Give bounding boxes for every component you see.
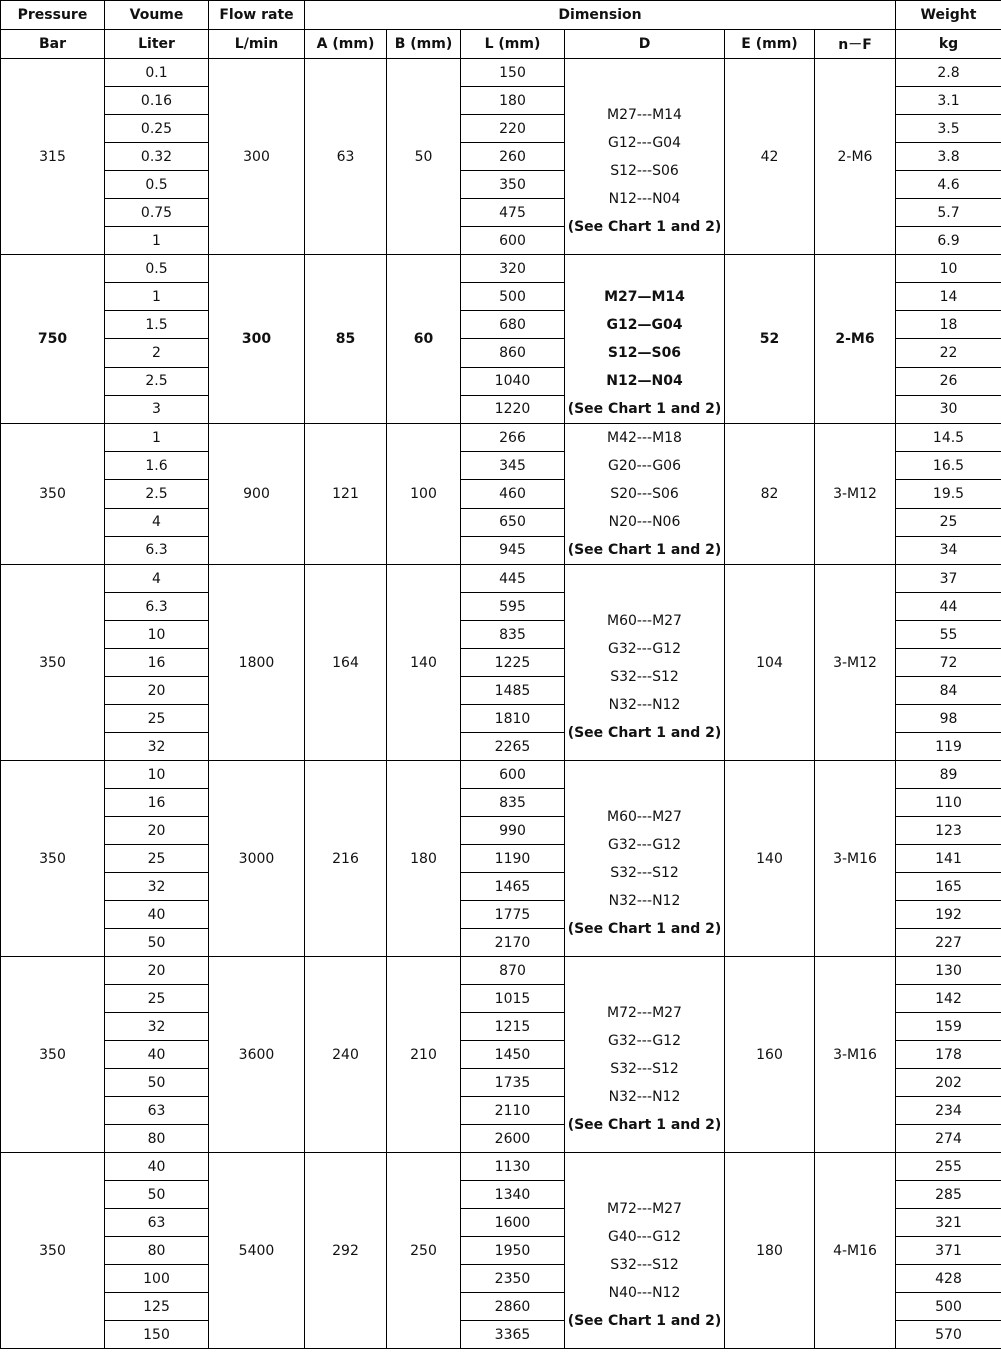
port-code-line: M72---M27	[607, 1200, 682, 1217]
port-code-line: S12---S06	[610, 162, 679, 179]
volume-cell: 63	[105, 1209, 209, 1237]
port-code-line	[565, 971, 724, 999]
nf-cell: 3-M16	[815, 957, 896, 1153]
port-code-line: (See Chart 1 and 2)	[567, 218, 722, 235]
dim-e-cell: 42	[725, 59, 815, 255]
weight-cell: 234	[896, 1097, 1001, 1125]
port-code-line: N32---N12	[608, 696, 681, 713]
flow-rate-cell: 5400	[209, 1153, 305, 1349]
weight-cell: 371	[896, 1237, 1001, 1265]
volume-cell: 50	[105, 1069, 209, 1097]
weight-cell: 26	[896, 367, 1001, 395]
dim-l-cell: 835	[461, 789, 565, 817]
header-a: A (mm)	[305, 30, 387, 59]
dim-l-cell: 345	[461, 452, 565, 480]
dim-l-cell: 1950	[461, 1237, 565, 1265]
volume-cell: 0.16	[105, 87, 209, 115]
nf-cell: 3-M12	[815, 424, 896, 565]
unit-liter: Liter	[105, 30, 209, 59]
weight-cell: 6.9	[896, 227, 1001, 255]
port-code-line: (See Chart 1 and 2)	[567, 542, 722, 558]
nf-cell: 4-M16	[815, 1153, 896, 1349]
weight-cell: 44	[896, 593, 1001, 621]
header-b: B (mm)	[387, 30, 461, 59]
nf-cell: 2-M6	[815, 255, 896, 424]
volume-cell: 32	[105, 1013, 209, 1041]
port-code-line	[565, 579, 724, 607]
volume-cell: 25	[105, 705, 209, 733]
table-body	[1, 59, 1001, 1349]
volume-cell: 4	[105, 508, 209, 536]
nf-cell: 2-M6	[815, 59, 896, 255]
weight-cell: 2.8	[896, 59, 1001, 87]
pressure-cell: 350	[1, 1153, 105, 1349]
port-code-line: (See Chart 1 and 2)	[567, 1116, 722, 1133]
dim-l-cell: 260	[461, 143, 565, 171]
weight-cell: 110	[896, 789, 1001, 817]
weight-cell: 255	[896, 1153, 1001, 1181]
volume-cell: 2.5	[105, 367, 209, 395]
dim-d-cell	[565, 1153, 725, 1349]
dim-b-cell: 250	[387, 1153, 461, 1349]
header-nf: n－F	[815, 30, 896, 59]
dim-l-cell: 3365	[461, 1321, 565, 1349]
dim-l-cell: 1040	[461, 367, 565, 395]
port-code-line: N32---N12	[608, 1088, 681, 1105]
weight-cell: 14.5	[896, 424, 1001, 452]
port-code-line: G32---G12	[608, 1032, 681, 1049]
port-code-line: G12—G04	[606, 317, 683, 333]
volume-cell: 32	[105, 733, 209, 761]
volume-cell: 1	[105, 283, 209, 311]
dim-d-cell	[565, 59, 725, 255]
pressure-cell: 315	[1, 59, 105, 255]
dim-l-cell: 1220	[461, 395, 565, 423]
header-pressure: Pressure	[1, 1, 105, 30]
port-code-line: S20---S06	[610, 486, 679, 502]
dim-l-cell: 2860	[461, 1293, 565, 1321]
weight-cell: 3.1	[896, 87, 1001, 115]
weight-cell: 14	[896, 283, 1001, 311]
weight-cell: 89	[896, 761, 1001, 789]
dim-l-cell: 1465	[461, 873, 565, 901]
nf-cell: 3-M16	[815, 761, 896, 957]
dim-a-cell: 164	[305, 565, 387, 761]
dim-a-cell: 85	[305, 255, 387, 424]
weight-cell: 3.8	[896, 143, 1001, 171]
volume-cell: 50	[105, 1181, 209, 1209]
port-code-line: (See Chart 1 and 2)	[567, 724, 722, 741]
weight-cell: 202	[896, 1069, 1001, 1097]
volume-cell: 10	[105, 761, 209, 789]
dim-l-cell: 1190	[461, 845, 565, 873]
volume-cell: 20	[105, 817, 209, 845]
port-code-line	[565, 73, 724, 101]
unit-bar: Bar	[1, 30, 105, 59]
volume-cell: 1.5	[105, 311, 209, 339]
port-code-line	[565, 1167, 724, 1195]
table-row	[1, 761, 1001, 789]
dim-d-cell	[565, 565, 725, 761]
weight-cell: 72	[896, 649, 1001, 677]
volume-cell: 20	[105, 957, 209, 985]
weight-cell: 165	[896, 873, 1001, 901]
dim-l-cell: 1735	[461, 1069, 565, 1097]
volume-cell: 10	[105, 621, 209, 649]
dim-l-cell: 1810	[461, 705, 565, 733]
pressure-cell: 350	[1, 957, 105, 1153]
volume-cell: 2	[105, 339, 209, 367]
dim-l-cell: 835	[461, 621, 565, 649]
volume-cell: 1.6	[105, 452, 209, 480]
volume-cell: 16	[105, 789, 209, 817]
weight-cell: 5.7	[896, 199, 1001, 227]
volume-cell: 20	[105, 677, 209, 705]
port-code-line: N12—N04	[606, 373, 683, 389]
volume-cell: 0.75	[105, 199, 209, 227]
dim-l-cell: 1600	[461, 1209, 565, 1237]
port-code-line: (See Chart 1 and 2)	[567, 920, 722, 937]
flow-rate-cell: 300	[209, 255, 305, 424]
dim-l-cell: 1485	[461, 677, 565, 705]
dim-d-cell	[565, 424, 725, 565]
volume-cell: 100	[105, 1265, 209, 1293]
port-code-line: N12---N04	[608, 190, 681, 207]
weight-cell: 55	[896, 621, 1001, 649]
port-code-line: M42---M18	[607, 430, 682, 446]
weight-cell: 321	[896, 1209, 1001, 1237]
volume-cell: 63	[105, 1097, 209, 1125]
dim-l-cell: 475	[461, 199, 565, 227]
port-code-line: N40---N12	[608, 1284, 681, 1301]
weight-cell: 192	[896, 901, 1001, 929]
port-code-line	[565, 775, 724, 803]
dim-l-cell: 650	[461, 508, 565, 536]
dim-a-cell: 121	[305, 424, 387, 565]
weight-cell: 37	[896, 565, 1001, 593]
port-code-line: S32---S12	[610, 1256, 679, 1273]
dim-l-cell: 150	[461, 59, 565, 87]
port-code-line: M72---M27	[607, 1004, 682, 1021]
weight-cell: 25	[896, 508, 1001, 536]
table-row	[1, 59, 1001, 87]
port-code-line: (See Chart 1 and 2)	[567, 401, 722, 417]
dim-l-cell: 2265	[461, 733, 565, 761]
weight-cell: 3.5	[896, 115, 1001, 143]
dim-l-cell: 2110	[461, 1097, 565, 1125]
port-code-line	[565, 255, 724, 283]
volume-cell: 0.5	[105, 171, 209, 199]
dim-a-cell: 216	[305, 761, 387, 957]
weight-cell: 84	[896, 677, 1001, 705]
port-code-line: N20---N06	[608, 514, 681, 530]
dim-a-cell: 292	[305, 1153, 387, 1349]
weight-cell: 130	[896, 957, 1001, 985]
volume-cell: 0.25	[105, 115, 209, 143]
volume-cell: 0.32	[105, 143, 209, 171]
port-code-line: S12—S06	[607, 345, 682, 361]
dim-a-cell: 240	[305, 957, 387, 1153]
header-e: E (mm)	[725, 30, 815, 59]
unit-lmin: L/min	[209, 30, 305, 59]
weight-cell: 10	[896, 255, 1001, 283]
volume-cell: 32	[105, 873, 209, 901]
table-row	[1, 424, 1001, 452]
dim-b-cell: 140	[387, 565, 461, 761]
weight-cell: 500	[896, 1293, 1001, 1321]
dim-b-cell: 180	[387, 761, 461, 957]
weight-cell: 142	[896, 985, 1001, 1013]
dim-l-cell: 220	[461, 115, 565, 143]
dim-l-cell: 2170	[461, 929, 565, 957]
dim-e-cell: 140	[725, 761, 815, 957]
dim-e-cell: 160	[725, 957, 815, 1153]
volume-cell: 80	[105, 1237, 209, 1265]
dim-l-cell: 2350	[461, 1265, 565, 1293]
volume-cell: 1	[105, 424, 209, 452]
dim-e-cell: 180	[725, 1153, 815, 1349]
volume-cell: 40	[105, 1041, 209, 1069]
header-d: D	[565, 30, 725, 59]
dim-l-cell: 945	[461, 536, 565, 564]
nf-cell: 3-M12	[815, 565, 896, 761]
weight-cell: 178	[896, 1041, 1001, 1069]
dim-a-cell: 63	[305, 59, 387, 255]
weight-cell: 285	[896, 1181, 1001, 1209]
volume-cell: 6.3	[105, 536, 209, 564]
dim-l-cell: 870	[461, 957, 565, 985]
header-l: L (mm)	[461, 30, 565, 59]
weight-cell: 119	[896, 733, 1001, 761]
table-row	[1, 565, 1001, 593]
header-dimension: Dimension	[305, 1, 896, 30]
port-code-line: G12---G04	[608, 134, 681, 151]
dim-b-cell: 100	[387, 424, 461, 565]
port-code-line: S32---S12	[610, 864, 679, 881]
port-code-line: M60---M27	[607, 808, 682, 825]
volume-cell: 0.5	[105, 255, 209, 283]
header-weight: Weight	[896, 1, 1001, 30]
volume-cell: 25	[105, 845, 209, 873]
port-code-line: M27---M14	[607, 106, 682, 123]
dim-l-cell: 1340	[461, 1181, 565, 1209]
dim-d-cell	[565, 957, 725, 1153]
weight-cell: 98	[896, 705, 1001, 733]
dim-l-cell: 320	[461, 255, 565, 283]
dim-l-cell: 600	[461, 227, 565, 255]
port-code-line: G32---G12	[608, 836, 681, 853]
dim-b-cell: 60	[387, 255, 461, 424]
weight-cell: 19.5	[896, 480, 1001, 508]
weight-cell: 274	[896, 1125, 1001, 1153]
volume-cell: 150	[105, 1321, 209, 1349]
dim-l-cell: 2600	[461, 1125, 565, 1153]
port-code-line: N32---N12	[608, 892, 681, 909]
dim-l-cell: 266	[461, 424, 565, 452]
dim-e-cell: 52	[725, 255, 815, 424]
port-code-line: G20---G06	[608, 458, 681, 474]
port-code-line: G40---G12	[608, 1228, 681, 1245]
table-row	[1, 1153, 1001, 1181]
weight-cell: 18	[896, 311, 1001, 339]
table-row	[1, 957, 1001, 985]
dim-l-cell: 990	[461, 817, 565, 845]
volume-cell: 3	[105, 395, 209, 423]
unit-kg: kg	[896, 30, 1001, 59]
weight-cell: 227	[896, 929, 1001, 957]
volume-cell: 2.5	[105, 480, 209, 508]
dim-e-cell: 82	[725, 424, 815, 565]
dim-b-cell: 210	[387, 957, 461, 1153]
dim-l-cell: 595	[461, 593, 565, 621]
dim-l-cell: 445	[461, 565, 565, 593]
weight-cell: 570	[896, 1321, 1001, 1349]
dim-l-cell: 350	[461, 171, 565, 199]
pressure-cell: 350	[1, 761, 105, 957]
dim-l-cell: 500	[461, 283, 565, 311]
dim-l-cell: 1775	[461, 901, 565, 929]
volume-cell: 40	[105, 1153, 209, 1181]
volume-cell: 6.3	[105, 593, 209, 621]
dim-d-cell	[565, 255, 725, 424]
flow-rate-cell: 3600	[209, 957, 305, 1153]
dim-l-cell: 680	[461, 311, 565, 339]
dim-d-cell	[565, 761, 725, 957]
weight-cell: 16.5	[896, 452, 1001, 480]
dim-l-cell: 1015	[461, 985, 565, 1013]
volume-cell: 80	[105, 1125, 209, 1153]
volume-cell: 16	[105, 649, 209, 677]
dim-l-cell: 600	[461, 761, 565, 789]
port-code-line: S32---S12	[610, 1060, 679, 1077]
dim-l-cell: 1215	[461, 1013, 565, 1041]
flow-rate-cell: 3000	[209, 761, 305, 957]
volume-cell: 4	[105, 565, 209, 593]
dim-l-cell: 1450	[461, 1041, 565, 1069]
port-code-line: M60---M27	[607, 612, 682, 629]
weight-cell: 34	[896, 536, 1001, 564]
pressure-cell: 350	[1, 565, 105, 761]
weight-cell: 4.6	[896, 171, 1001, 199]
table-row	[1, 255, 1001, 283]
dim-l-cell: 460	[461, 480, 565, 508]
flow-rate-cell: 300	[209, 59, 305, 255]
port-code-line: G32---G12	[608, 640, 681, 657]
dim-l-cell: 1225	[461, 649, 565, 677]
volume-cell: 25	[105, 985, 209, 1013]
header-volume: Voume	[105, 1, 209, 30]
header-flow-rate: Flow rate	[209, 1, 305, 30]
dim-e-cell: 104	[725, 565, 815, 761]
weight-cell: 123	[896, 817, 1001, 845]
weight-cell: 141	[896, 845, 1001, 873]
port-code-line: M27—M14	[604, 289, 685, 305]
dim-l-cell: 860	[461, 339, 565, 367]
dim-l-cell: 180	[461, 87, 565, 115]
pressure-cell: 750	[1, 255, 105, 424]
dim-b-cell: 50	[387, 59, 461, 255]
volume-cell: 50	[105, 929, 209, 957]
dim-l-cell: 1130	[461, 1153, 565, 1181]
weight-cell: 30	[896, 395, 1001, 423]
weight-cell: 22	[896, 339, 1001, 367]
port-code-line: S32---S12	[610, 668, 679, 685]
port-code-line: (See Chart 1 and 2)	[567, 1312, 722, 1329]
volume-cell: 40	[105, 901, 209, 929]
pressure-cell: 350	[1, 424, 105, 565]
volume-cell: 125	[105, 1293, 209, 1321]
flow-rate-cell: 900	[209, 424, 305, 565]
flow-rate-cell: 1800	[209, 565, 305, 761]
volume-cell: 1	[105, 227, 209, 255]
weight-cell: 159	[896, 1013, 1001, 1041]
weight-cell: 428	[896, 1265, 1001, 1293]
volume-cell: 0.1	[105, 59, 209, 87]
